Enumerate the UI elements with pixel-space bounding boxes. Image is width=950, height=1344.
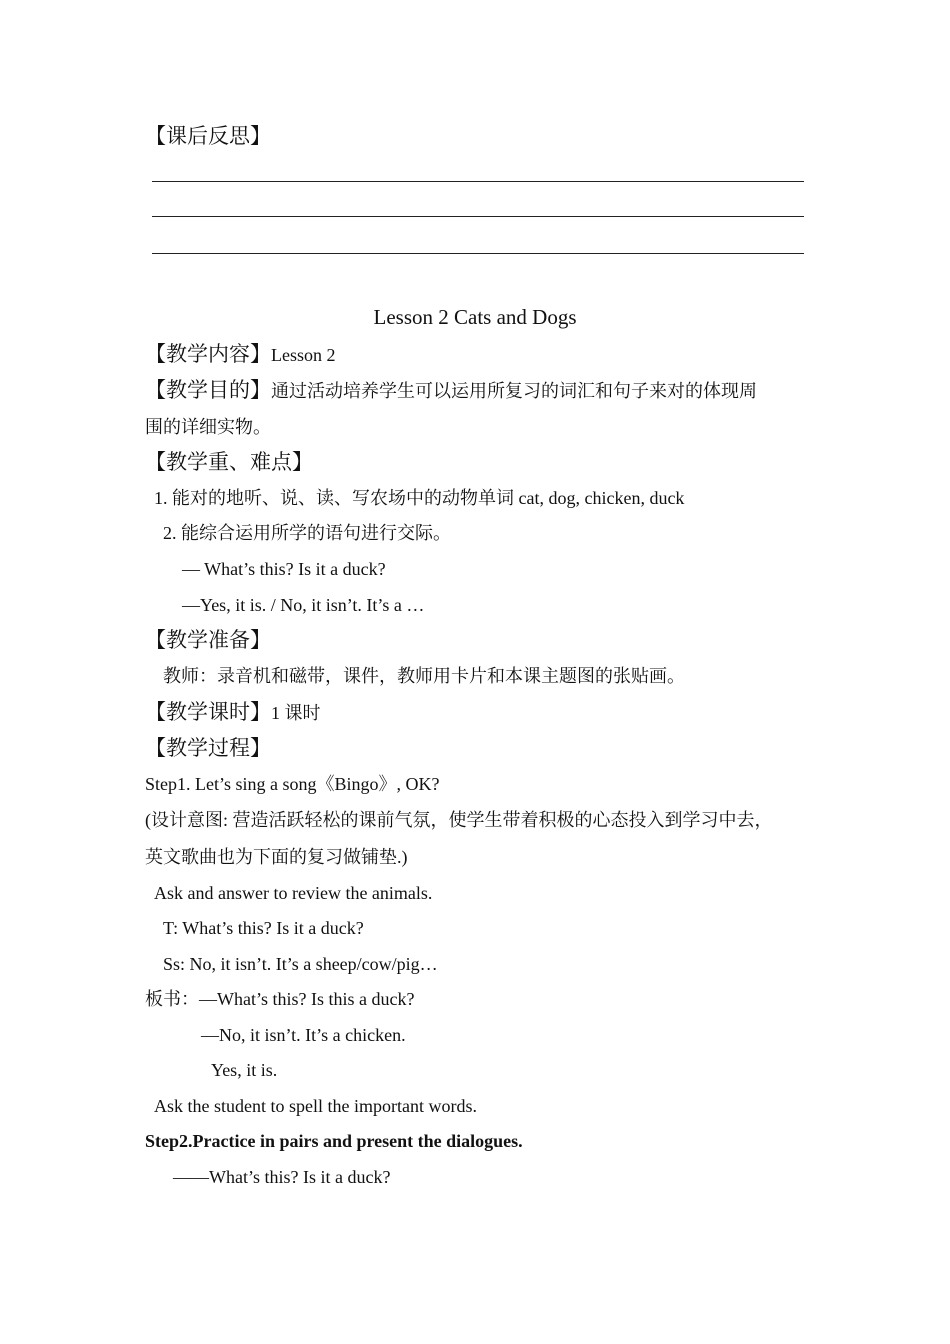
preparation-heading: 【教学准备】 xyxy=(145,628,271,652)
board-label: 板书： xyxy=(145,989,199,1009)
design-intent-line: (设计意图: 营造活跃轻松的课前气氛，使学生带着积极的心态投入到学习中去， xyxy=(145,810,773,830)
periods-heading: 【教学课时】 xyxy=(145,700,271,724)
preparation-text: 教师：录音机和磁带，课件，教师用卡片和本课主题图的张贴画。 xyxy=(163,666,685,686)
board-line: —No, it isn’t. It’s a chicken. xyxy=(201,1025,406,1045)
teacher-line: T: What’s this? Is it a duck? xyxy=(163,918,364,938)
content-heading: 【教学内容】 xyxy=(145,342,271,366)
aim-text: 通过活动培养学生可以运用所复习的词汇和句子来对的体现周 xyxy=(271,381,757,401)
aim-heading: 【教学目的】 xyxy=(145,378,271,402)
board-row xyxy=(145,987,414,1011)
step1-line: Step1. Let’s sing a song《Bingo》, OK? xyxy=(145,774,440,794)
spell-line: Ask the student to spell the important words. xyxy=(154,1096,477,1116)
reflection-blank-line xyxy=(152,253,804,254)
reflection-blank-line xyxy=(152,181,804,182)
design-intent-line: 英文歌曲也为下面的复习做铺垫.) xyxy=(145,847,408,867)
reflection-blank-line xyxy=(152,216,804,217)
students-line: Ss: No, it isn’t. It’s a sheep/cow/pig… xyxy=(163,954,438,974)
lesson-title: Lesson 2 Cats and Dogs xyxy=(373,305,577,329)
dialogue-line: —Yes, it is. / No, it isn’t. It’s a … xyxy=(182,595,425,615)
content-row xyxy=(145,342,336,367)
key-point-item: 2. 能综合运用所学的语句进行交际。 xyxy=(163,523,451,543)
board-line: —What’s this? Is this a duck? xyxy=(199,989,415,1009)
dialogue-line: — What’s this? Is it a duck? xyxy=(182,559,386,579)
content-text: Lesson 2 xyxy=(271,345,336,365)
periods-text: 1 课时 xyxy=(271,703,321,723)
reflection-heading: 【课后反思】 xyxy=(145,124,271,148)
aim-text-continued: 围的详细实物。 xyxy=(145,417,271,437)
step2-heading: Step2.Practice in pairs and present the dialogues. xyxy=(145,1131,523,1151)
key-points-heading: 【教学重、难点】 xyxy=(145,450,313,474)
process-heading: 【教学过程】 xyxy=(145,736,271,760)
periods-row xyxy=(145,700,321,725)
step2-dialogue-line: ——What’s this? Is it a duck? xyxy=(173,1167,391,1187)
aim-row xyxy=(145,378,757,403)
board-line: Yes, it is. xyxy=(211,1060,278,1080)
review-line: Ask and answer to review the animals. xyxy=(154,883,433,903)
key-point-item: 1. 能对的地听、说、读、写农场中的动物单词 cat, dog, chicken, duck xyxy=(154,488,685,508)
